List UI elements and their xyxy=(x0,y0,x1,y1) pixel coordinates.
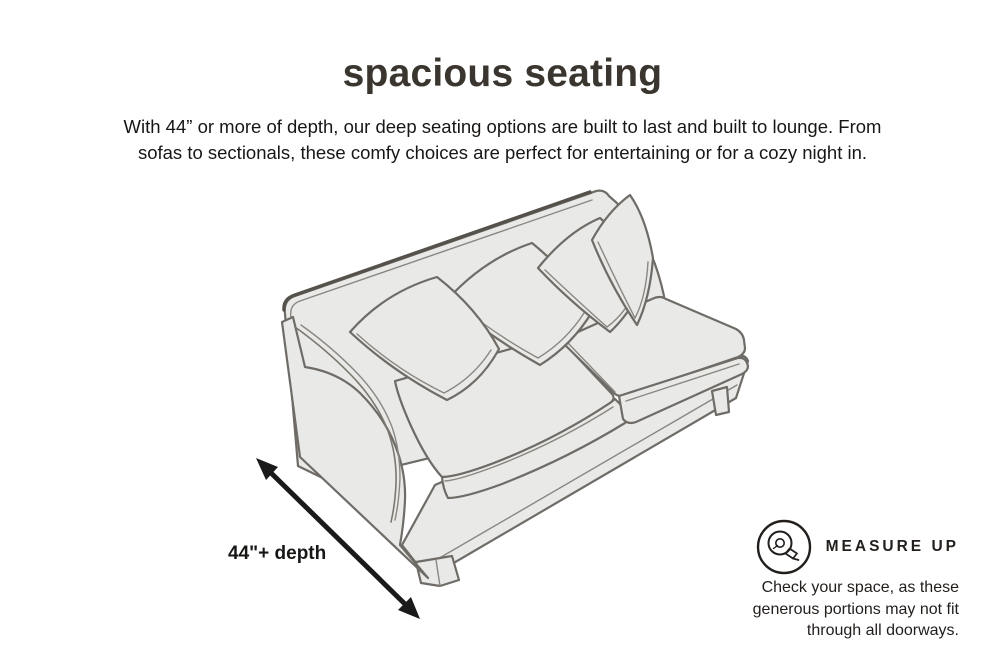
measure-up-note-line-1: Check your space, as these xyxy=(761,579,959,596)
measure-up-block xyxy=(753,519,959,642)
tape-measure-icon xyxy=(756,519,812,575)
page-title: spacious seating xyxy=(342,52,663,95)
measure-up-note-line-3: through all doorways. xyxy=(806,622,959,639)
measure-up-header xyxy=(753,519,959,575)
dimension-label: 44"+ depth xyxy=(228,543,327,564)
measure-up-note-line-2: generous portions may not fit xyxy=(752,600,959,618)
description-line-1: With 44” or more of depth, our deep seating options are built to last and built to lounge. From xyxy=(123,116,882,137)
sofa-foot-right xyxy=(712,387,729,415)
measure-up-note xyxy=(753,577,959,642)
description-line-2: sofas to sectionals, these comfy choices are perfect for entertaining or for a cozy night in. xyxy=(137,142,868,163)
measure-up-title: MEASURE UP xyxy=(825,538,959,555)
